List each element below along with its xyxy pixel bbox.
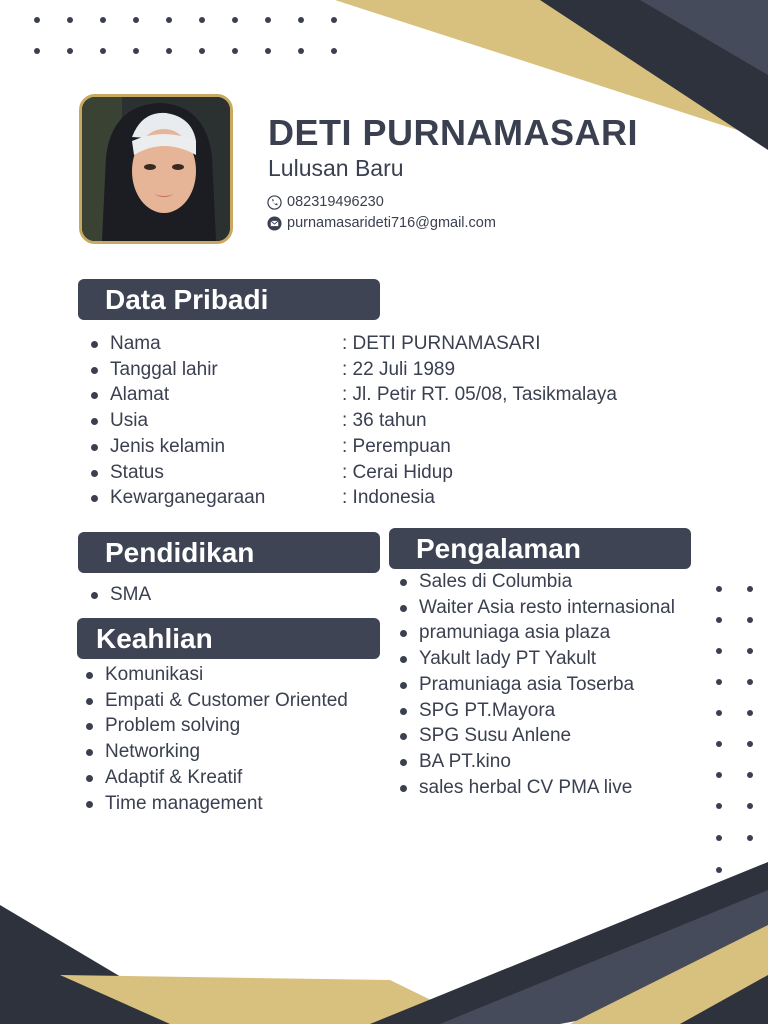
field-label: Tanggal lahir [110, 358, 218, 380]
list-item [110, 460, 710, 486]
field-label: Jenis kelamin [110, 435, 226, 457]
experience-list [419, 569, 675, 800]
profile-photo [79, 94, 233, 244]
list-item: Problem solving [105, 713, 348, 739]
field-label: Nama [110, 333, 161, 354]
list-item: Empati & Customer Oriented [105, 688, 348, 714]
list-item [110, 331, 710, 357]
skills-list [105, 662, 348, 816]
field-label: Status [110, 461, 164, 483]
field-value: : Cerai Hidup [342, 461, 453, 483]
list-item [110, 434, 710, 460]
list-item: Sales di Columbia [419, 569, 675, 595]
dot-pattern-top [34, 17, 354, 57]
list-item: Komunikasi [105, 662, 348, 688]
field-value: : Indonesia [342, 487, 435, 509]
field-label: Usia [110, 410, 149, 432]
list-item: Networking [105, 739, 348, 765]
field-label: Alamat [110, 384, 170, 406]
list-item: Yakult lady PT Yakult [419, 646, 675, 672]
dot-pattern-right [716, 586, 756, 876]
section-title-keahlian: Keahlian [77, 618, 380, 659]
list-item: BA PT.kino [419, 749, 675, 775]
field-value: : Jl. Petir RT. 05/08, Tasikmalaya [342, 384, 617, 406]
email-address: purnamasarideti716@gmail.com [287, 215, 496, 231]
list-item: SPG PT.Mayora [419, 698, 675, 724]
list-item: pramuniaga asia plaza [419, 620, 675, 646]
education-list [110, 582, 151, 608]
phone-number: 082319496230 [287, 194, 384, 210]
field-label: Kewarganegaraan [110, 487, 266, 509]
personal-data-list [110, 331, 710, 511]
field-value: : 36 tahun [342, 410, 427, 432]
field-value: : Perempuan [342, 435, 451, 457]
field-value: : 22 Juli 1989 [342, 358, 456, 380]
list-item: sales herbal CV PMA live [419, 775, 675, 801]
list-item [110, 408, 710, 434]
phone-contact [267, 194, 384, 210]
phone-icon [267, 195, 282, 210]
section-title-pengalaman: Pengalaman [389, 528, 691, 569]
section-title-data-pribadi: Data Pribadi [78, 279, 380, 320]
list-item [110, 382, 710, 408]
section-title-pendidikan: Pendidikan [78, 532, 380, 573]
candidate-name: DETI PURNAMASARI [268, 112, 639, 153]
list-item: Waiter Asia resto internasional [419, 595, 675, 621]
email-contact [267, 215, 496, 231]
candidate-subtitle: Lulusan Baru [268, 155, 404, 181]
list-item: Time management [105, 791, 348, 817]
field-value: : DETI PURNAMASARI [342, 333, 541, 354]
list-item [110, 357, 710, 383]
list-item: Adaptif & Kreatif [105, 765, 348, 791]
list-item: SMA [110, 582, 151, 608]
list-item [110, 485, 710, 511]
list-item: Pramuniaga asia Toserba [419, 672, 675, 698]
list-item: SPG Susu Anlene [419, 723, 675, 749]
mail-icon [267, 216, 282, 231]
